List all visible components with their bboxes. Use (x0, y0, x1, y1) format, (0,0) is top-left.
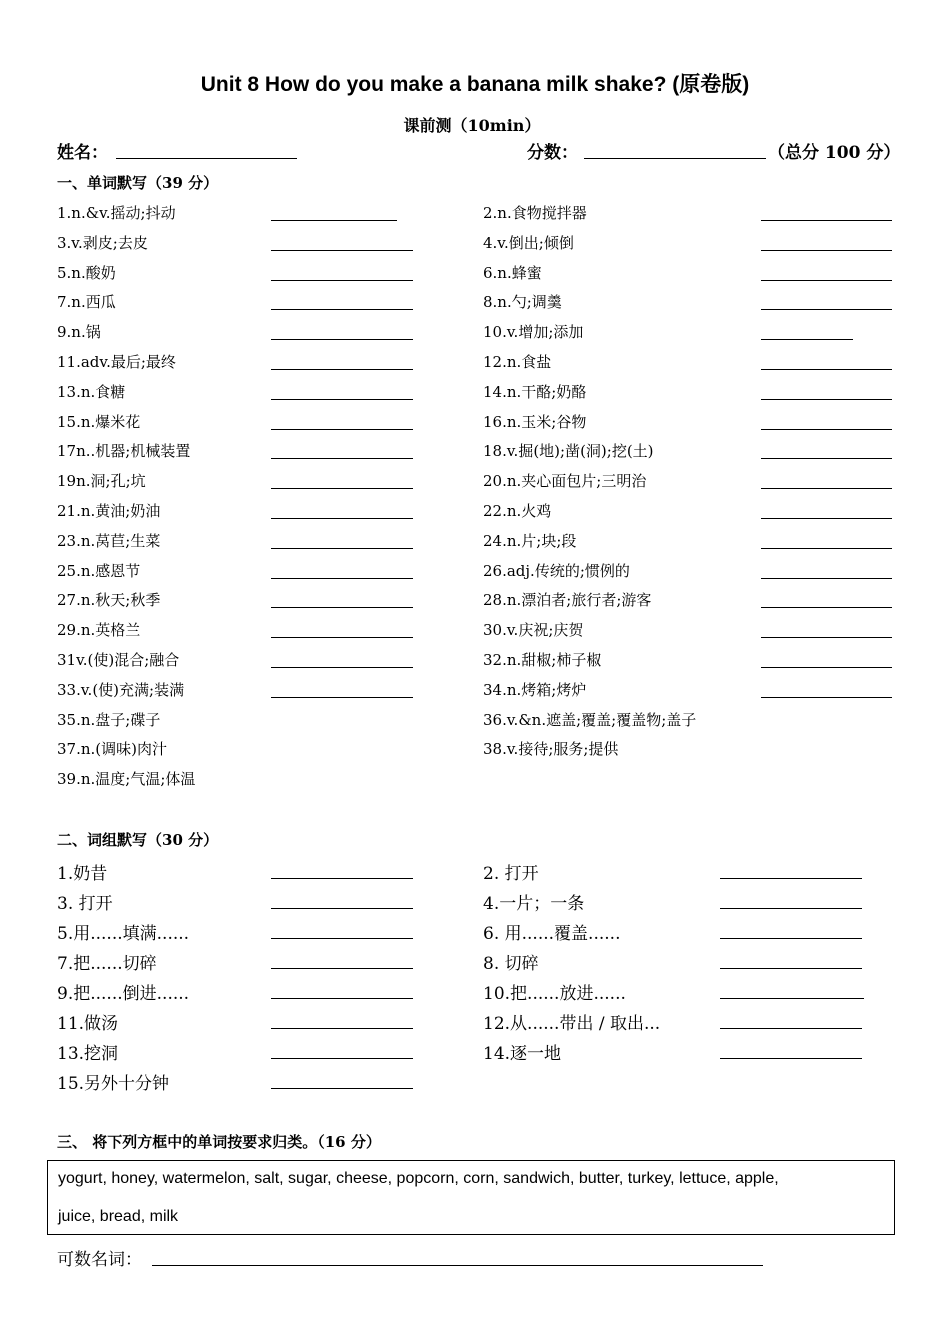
vocab-answer-line-right-1[interactable] (761, 220, 892, 221)
vocab-answer-line-right-7[interactable] (761, 399, 892, 400)
vocab-answer-line-left-14[interactable] (271, 607, 413, 608)
vocab-item-right-13: 26.adj.传统的;惯例的 (483, 561, 630, 580)
vocab-answer-line-left-7[interactable] (271, 399, 413, 400)
vocab-item-right-17: 34.n.烤箱;烤炉 (483, 680, 587, 699)
vocab-answer-line-right-10[interactable] (761, 488, 892, 489)
vocab-item-left-8: 15.n.爆米花 (57, 412, 141, 431)
phrase-item-left-8: 15.另外十分钟 (57, 1074, 170, 1094)
phrase-answer-line-right-5[interactable] (720, 998, 864, 999)
vocab-answer-line-right-3[interactable] (761, 280, 892, 281)
score-label: 分数： (527, 143, 578, 163)
phrase-item-right-4: 8. 切碎 (483, 954, 539, 974)
phrase-answer-line-left-3[interactable] (271, 938, 413, 939)
vocab-answer-line-right-6[interactable] (761, 369, 892, 370)
word-box-line-1: yogurt, honey, watermelon, salt, sugar, cheese, popcorn, corn, sandwich, butter, turkey, lettuce, apple, (58, 1170, 779, 1187)
vocab-item-right-2: 4.v.倒出;倾倒 (483, 233, 574, 252)
vocab-answer-line-left-16[interactable] (271, 667, 413, 668)
vocab-item-right-1: 2.n.食物搅拌器 (483, 204, 587, 222)
vocab-item-left-17: 33.v.(使)充满;装满 (57, 680, 185, 699)
vocab-item-right-15: 30.v.庆祝;庆贺 (483, 621, 584, 640)
vocab-item-right-11: 22.n.火鸡 (483, 502, 552, 520)
vocab-item-right-18: 36.v.&n.遮盖;覆盖;覆盖物;盖子 (483, 710, 697, 729)
vocab-item-right-16: 32.n.甜椒;柿子椒 (483, 651, 602, 669)
vocab-answer-line-left-3[interactable] (271, 280, 413, 281)
vocab-item-right-3: 6.n.蜂蜜 (483, 263, 542, 282)
vocab-item-right-5: 10.v.增加;添加 (483, 323, 584, 342)
phrase-answer-line-right-6[interactable] (720, 1028, 862, 1029)
word-box (47, 1160, 895, 1235)
phrase-item-left-5: 9.把......倒进...... (57, 984, 190, 1004)
section1-title: 一、单词默写（39 分） (57, 174, 219, 192)
vocab-answer-line-right-13[interactable] (761, 578, 892, 579)
vocab-item-left-20: 39.n.温度;气温;体温 (57, 770, 196, 789)
phrase-item-left-4: 7.把......切碎 (57, 954, 157, 974)
vocab-answer-line-left-11[interactable] (271, 518, 413, 519)
phrase-item-left-3: 5.用......填满...... (57, 924, 190, 944)
phrase-item-right-3: 6. 用......覆盖...... (483, 924, 621, 944)
phrase-item-right-7: 14.逐一地 (483, 1044, 562, 1064)
total-score-label: （总分 100 分） (768, 143, 901, 163)
vocab-item-left-19: 37.n.(调味)肉汁 (57, 740, 167, 759)
vocab-answer-line-left-8[interactable] (271, 429, 413, 430)
vocab-item-left-14: 27.n.秋天;秋季 (57, 591, 161, 610)
vocab-item-right-14: 28.n.漂泊者;旅行者;游客 (483, 591, 652, 610)
vocab-item-left-12: 23.n.莴苣;生菜 (57, 531, 161, 550)
vocab-answer-line-left-5[interactable] (271, 339, 413, 340)
vocab-answer-line-right-9[interactable] (761, 458, 892, 459)
vocab-answer-line-left-1[interactable] (271, 220, 397, 221)
phrase-answer-line-left-6[interactable] (271, 1028, 413, 1029)
vocab-item-left-5: 9.n.锅 (57, 323, 101, 342)
vocab-item-left-2: 3.v.剥皮;去皮 (57, 233, 148, 252)
vocab-answer-line-left-9[interactable] (271, 458, 413, 459)
phrase-answer-line-left-7[interactable] (271, 1058, 413, 1059)
section3-title: 三、 将下列方框中的单词按要求归类。（16 分） (57, 1133, 381, 1151)
section2-title: 二、词组默写（30 分） (57, 831, 219, 849)
score-field[interactable] (584, 158, 766, 159)
vocab-item-right-12: 24.n.片;块;段 (483, 531, 577, 550)
phrase-item-left-2: 3. 打开 (57, 894, 113, 914)
vocab-answer-line-right-11[interactable] (761, 518, 892, 519)
vocab-item-right-7: 14.n.干酪;奶酪 (483, 382, 587, 401)
vocab-item-right-10: 20.n.夹心面包片;三明治 (483, 472, 647, 491)
vocab-item-right-19: 38.v.接待;服务;提供 (483, 740, 619, 759)
vocab-item-right-9: 18.v.掘(地);凿(洞);挖(土) (483, 442, 654, 461)
phrase-item-right-1: 2. 打开 (483, 864, 539, 884)
vocab-answer-line-right-2[interactable] (761, 250, 892, 251)
vocab-answer-line-left-17[interactable] (271, 697, 413, 698)
phrase-answer-line-right-7[interactable] (720, 1058, 862, 1059)
vocab-answer-line-right-8[interactable] (761, 429, 892, 430)
page-title: Unit 8 How do you make a banana milk shake? (原卷版) (200, 73, 750, 96)
phrase-item-right-6: 12.从......带出 / 取出... (483, 1014, 661, 1034)
phrase-answer-line-left-8[interactable] (271, 1088, 413, 1089)
vocab-answer-line-left-6[interactable] (271, 369, 413, 370)
vocab-item-left-4: 7.n.西瓜 (57, 293, 116, 312)
vocab-answer-line-right-5[interactable] (761, 339, 853, 340)
vocab-answer-line-right-4[interactable] (761, 309, 892, 310)
phrase-answer-line-right-1[interactable] (720, 878, 862, 879)
vocab-answer-line-left-12[interactable] (271, 548, 413, 549)
name-label: 姓名： (57, 143, 108, 163)
vocab-answer-line-right-15[interactable] (761, 637, 892, 638)
phrase-item-right-2: 4.一片；一条 (483, 894, 585, 914)
phrase-item-left-1: 1.奶昔 (57, 864, 108, 884)
vocab-item-right-6: 12.n.食盐 (483, 353, 552, 371)
phrase-item-left-6: 11.做汤 (57, 1014, 119, 1034)
countable-label: 可数名词： (57, 1250, 142, 1270)
vocab-answer-line-right-14[interactable] (761, 607, 892, 608)
name-field[interactable] (116, 158, 297, 159)
phrase-answer-line-left-5[interactable] (271, 998, 413, 999)
vocab-answer-line-left-4[interactable] (271, 309, 413, 310)
vocab-answer-line-right-12[interactable] (761, 548, 892, 549)
vocab-item-left-9: 17n..机器;机械装置 (57, 442, 191, 461)
vocab-answer-line-left-2[interactable] (271, 250, 413, 251)
word-box-line-2: juice, bread, milk (58, 1208, 179, 1225)
vocab-item-right-8: 16.n.玉米;谷物 (483, 412, 587, 431)
phrase-answer-line-right-2[interactable] (720, 908, 862, 909)
vocab-answer-line-right-16[interactable] (761, 667, 892, 668)
phrase-answer-line-left-4[interactable] (271, 968, 413, 969)
vocab-item-left-3: 5.n.酸奶 (57, 263, 116, 282)
vocab-answer-line-left-13[interactable] (271, 578, 413, 579)
vocab-item-right-4: 8.n.勺;调羹 (483, 293, 562, 312)
vocab-item-left-15: 29.n.英格兰 (57, 621, 141, 640)
phrase-answer-line-right-4[interactable] (720, 968, 862, 969)
vocab-item-left-11: 21.n.黄油;奶油 (57, 502, 161, 520)
phrase-answer-line-right-3[interactable] (720, 938, 862, 939)
phrase-item-right-5: 10.把......放进...... (483, 984, 626, 1004)
countable-answer-line[interactable] (152, 1265, 763, 1266)
phrase-answer-line-left-1[interactable] (271, 878, 413, 879)
vocab-item-left-6: 11.adv.最后;最终 (57, 353, 176, 371)
vocab-item-left-18: 35.n.盘子;碟子 (57, 710, 161, 729)
vocab-answer-line-left-15[interactable] (271, 637, 413, 638)
phrase-answer-line-left-2[interactable] (271, 908, 413, 909)
phrase-item-left-7: 13.挖洞 (57, 1044, 119, 1064)
vocab-item-left-7: 13.n.食糖 (57, 382, 126, 401)
vocab-item-left-16: 31v.(使)混合;融合 (57, 651, 180, 669)
vocab-item-left-13: 25.n.感恩节 (57, 561, 141, 580)
vocab-item-left-10: 19n.洞;孔;坑 (57, 472, 146, 491)
vocab-answer-line-right-17[interactable] (761, 697, 892, 698)
page-subtitle: 课前测（10min） (403, 116, 541, 135)
vocab-answer-line-left-10[interactable] (271, 488, 413, 489)
vocab-item-left-1: 1.n.&v.摇动;抖动 (57, 204, 176, 222)
